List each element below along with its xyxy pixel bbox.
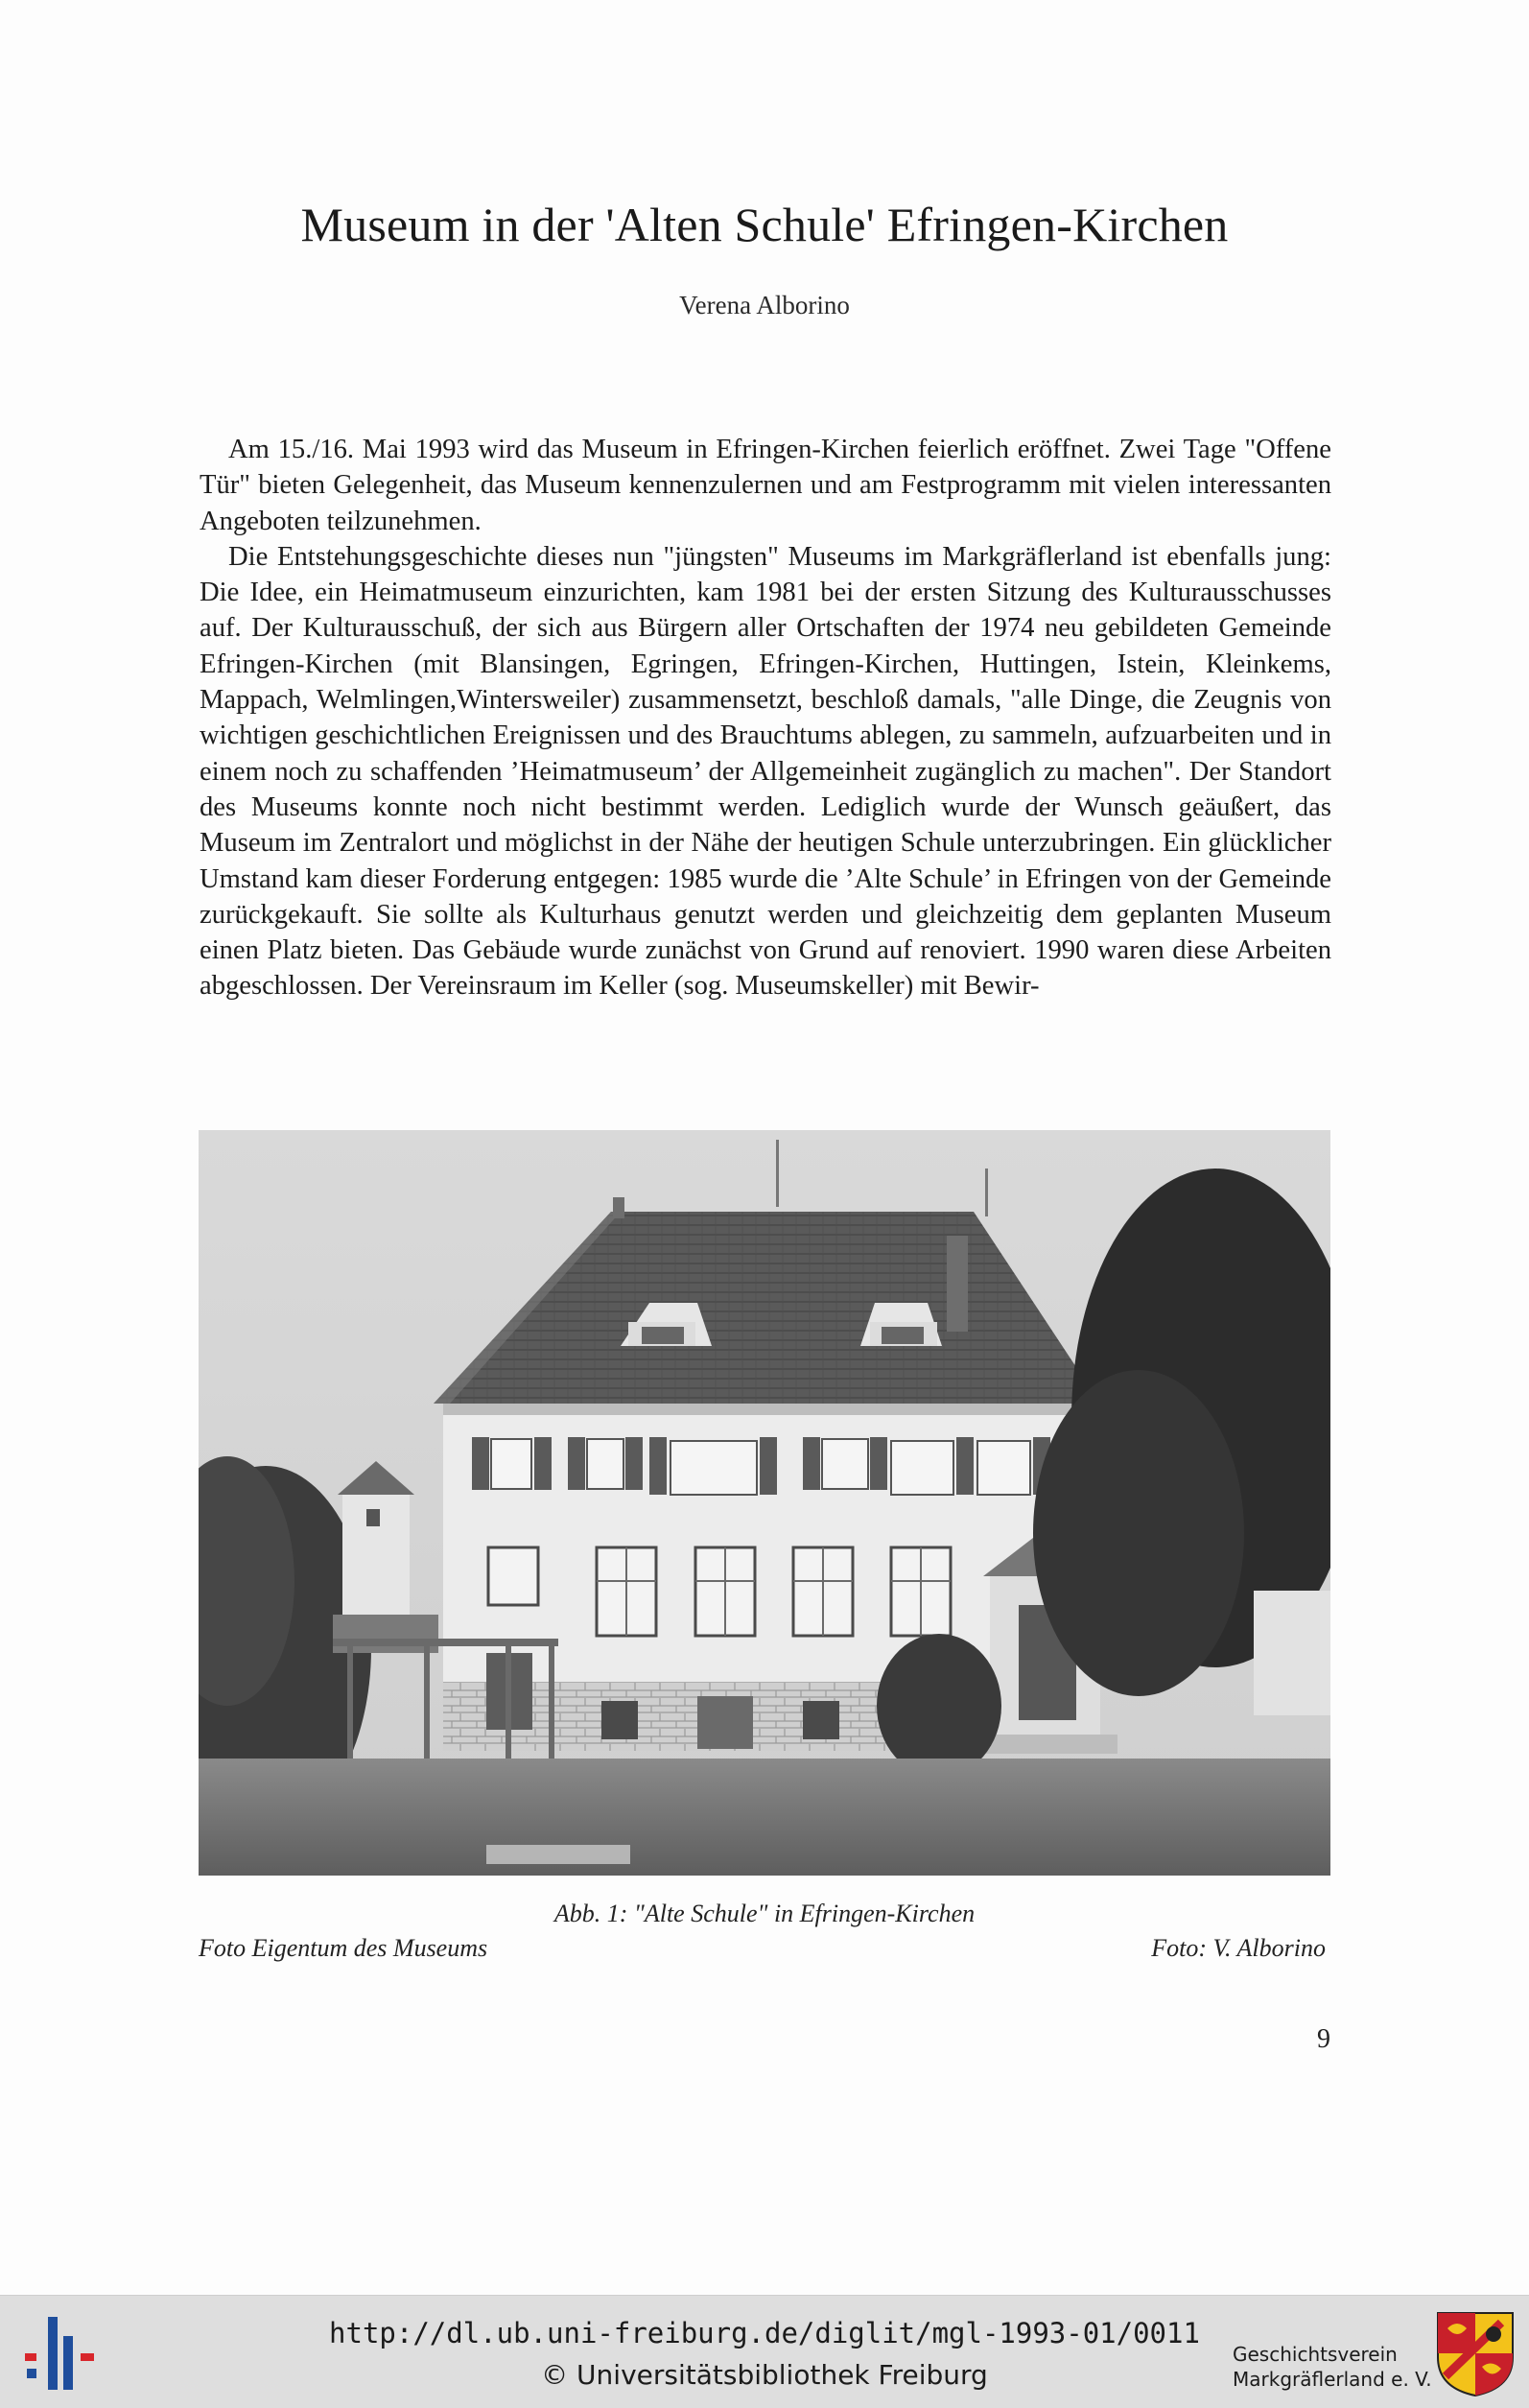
article-body [200,432,1331,1004]
society-name-line-1: Geschichtsverein [1233,2343,1398,2366]
page-number: 9 [1317,2024,1330,2054]
coat-of-arms-icon [1434,2309,1517,2397]
photo-credit-left: Foto Eigentum des Museums [199,1934,488,1962]
paragraph-1: Am 15./16. Mai 1993 wird das Museum in Efringen-Kirchen feierlich eröffnet. Zwei Tage "Offene Tür" bieten Gelegenheit, das Museum kennenzulernen und am Festprogramm mit vielen interessanten Angeboten teilzunehmen. [200,435,1331,536]
article-author: Verena Alborino [679,291,850,319]
photo-credit-right: Foto: V. Alborino [1151,1934,1326,1962]
figure-caption: Abb. 1: "Alte Schule" in Efringen-Kirchen [553,1900,976,1927]
society-name-line-2: Markgräflerland e. V. [1233,2368,1432,2391]
school-building-photo [199,1130,1330,1876]
society-name [1233,2342,1432,2392]
document-url-link[interactable]: http://dl.ub.uni-freiburg.de/diglit/mgl-1993-01/0011 [329,2317,1200,2349]
article-title: Museum in der 'Alten Schule' Efringen-Kirchen [300,198,1229,251]
library-copyright: © Universitätsbibliothek Freiburg [541,2359,988,2391]
digital-library-footer [0,2295,1529,2408]
paragraph-2: Die Entstehungsgeschichte dieses nun "jüngsten" Museums im Markgräflerland ist ebenfalls jung: Die Idee, ein Heimatmuseum einzurichten, kam 1981 bei der ersten Sitzung des Kulturausschusses auf. Der Kulturausschuß, der sich aus Bürgern aller Ortschaften der 1974 neu gebildeten Gemeinde Efringen-Kirchen (mit Blansingen, Egringen, Efringen-Kirchen, Huttingen, Istein, Kleinkems, Mappach, Welmlingen,Wintersweiler) zusammensetzt, beschloß damals, "alle Dinge, die Zeugnis von wichtigen geschichtlichen Ereignissen und des Brauchtums ablegen, zu sammeln, aufzuarbeiten und in einem noch zu schaffenden ’Heimatmuseum’ der Allgemeinheit zugänglich zu machen". Der Standort des Museums konnte noch nicht bestimmt werden. Lediglich wurde der Wunsch geäußert, das Museum im Zentralort und möglichst in der Nähe der heutigen Schule unterzubringen. Ein glücklicher Umstand kam dieser Forderung entgegen: 1985 wurde die ’Alte Schule’ in Efringen von der Gemeinde zurückgekauft. Sie sollte als Kulturhaus genutzt werden und gleichzeitig dem geplanten Museum einen Platz bieten. Das Gebäude wurde zunächst von Grund auf renoviert. 1990 waren diese Arbeiten abgeschlossen. Der Vereinsraum im Keller (sog. Museumskeller) mit Bewir- [200,541,1331,1002]
